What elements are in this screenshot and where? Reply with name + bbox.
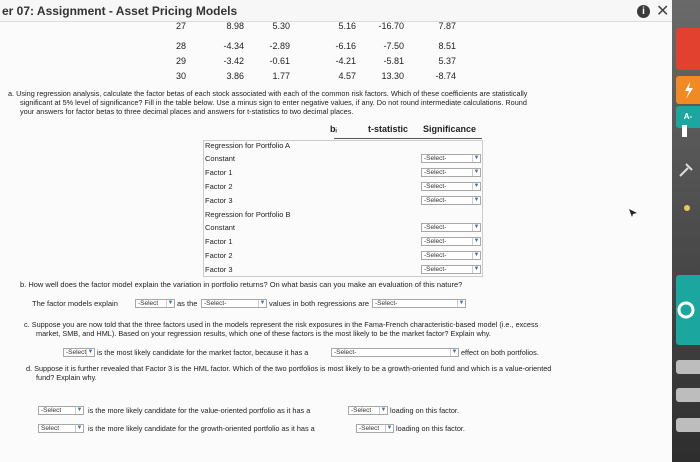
select-label: -Select [359,425,380,432]
select-label: -Select- [424,238,447,245]
cell: 4.57 [338,71,356,81]
part-c-line-2: market, SMB, and HML). Based on your regression results, which one of these factors is the most likely to be the market factor? Explain why. [36,329,491,338]
book-icon [680,124,698,138]
cursor-icon [628,208,638,218]
value-portfolio-select[interactable] [38,406,84,415]
cell: 8.98 [226,21,244,31]
chevron-down-icon: ▼ [76,425,83,431]
significance-select[interactable] [421,237,481,246]
cell: -2.89 [269,41,290,51]
select-label: -Select- [424,183,447,190]
part-c-line-1: c. Suppose you are now told that the three factors used in the models represent the risk exposures in the Fama-French characteristic-based model (i.e., excess [24,320,539,329]
chevron-down-icon: ▼ [386,425,393,431]
cell: 1.77 [272,71,290,81]
tools-icon [678,162,698,178]
cell: 8.51 [438,41,456,51]
col-header-t-statistic: t-statistic [368,124,409,134]
chevron-down-icon: ▼ [473,197,480,203]
cell: 7.87 [438,21,456,31]
explain-select[interactable] [135,299,175,308]
info-icon[interactable]: i [637,5,650,18]
row-label-portfolio-b: Regression for Portfolio B [205,210,291,219]
market-factor-select[interactable] [63,348,95,357]
significance-select[interactable] [421,223,481,232]
cell: 30 [175,71,186,81]
chevron-down-icon: ▼ [473,155,480,161]
cell: 28 [175,41,186,51]
sparkle-icon [677,198,697,218]
significance-select[interactable] [421,168,481,177]
significance-select[interactable] [421,251,481,260]
select-label: -Select- [424,252,447,259]
part-d-text-4: loading on this factor. [396,424,465,433]
chevron-down-icon: ▼ [451,349,458,355]
col-header-significance: Significance [423,124,477,134]
select-label: -Select [138,300,159,307]
part-d-text-3: is the more likely candidate for the growth-oriented portfolio as it has a [88,424,315,433]
cell: -4.21 [335,56,356,66]
chevron-down-icon: ▼ [473,266,480,272]
chevron-down-icon: ▼ [259,300,266,306]
col-header-beta: bᵢ [330,124,337,134]
progress-ring-icon [676,300,696,320]
growth-portfolio-select[interactable] [38,424,84,433]
significance-select[interactable] [421,182,481,191]
part-d-text-2: loading on this factor. [390,406,459,415]
cell: 5.16 [338,21,356,31]
chevron-down-icon: ▼ [167,300,174,306]
cell: -5.81 [383,56,404,66]
cell: 5.30 [272,21,290,31]
chevron-down-icon: ▼ [76,407,83,413]
part-d-line-2: fund? Explain why. [36,373,97,382]
chevron-down-icon: ▼ [458,300,465,306]
chevron-down-icon: ▼ [473,183,480,189]
cell: -16.70 [378,21,404,31]
header-divider [334,138,482,139]
select-label: -Select- [334,349,357,356]
cell: 13.30 [381,71,404,81]
cell: -6.16 [335,41,356,51]
row-label: Constant [205,223,236,232]
part-b-text-1: The factor models explain [32,299,118,308]
side-tab-red[interactable] [676,28,700,70]
close-icon[interactable]: ✕ [656,3,670,20]
part-c-text-2: effect on both portfolios. [461,348,539,357]
side-tab-gray-1[interactable] [676,360,700,374]
cell: 3.86 [226,71,244,81]
cell: 29 [175,56,186,66]
side-panel [672,0,700,462]
chevron-down-icon: ▼ [380,407,387,413]
select-label: -Select- [424,155,447,162]
row-label: Factor 2 [205,251,233,260]
row-label: Factor 3 [205,196,233,205]
part-a-line-3: your answers for factor betas to three decimal places and answers for t-statistics to two decimal places. [20,107,354,116]
select-label: -Select- [424,266,447,273]
part-b-question: b. How well does the factor model explain the variation in portfolio returns? On what basis can you make an evaluation of this nature? [20,280,463,289]
main-content [0,22,672,462]
part-d-text-1: is the more likely candidate for the value-oriented portfolio as it has a [88,406,311,415]
part-d-line-1: d. Suppose it is further revealed that Factor 3 is the HML factor. Which of the two portfolios is most likely to be a growth-oriented fund and which is a value-oriented [26,364,552,373]
significance-select[interactable] [421,196,481,205]
cell: -8.74 [435,71,456,81]
select-label: -Select [41,407,62,414]
significance-select[interactable] [421,265,481,274]
chevron-down-icon: ▼ [87,349,94,355]
cell: -3.42 [223,56,244,66]
accessibility-label: A- [683,112,693,121]
part-c-text-1: is the most likely candidate for the market factor, because it has a [97,348,309,357]
select-label: -Select [66,349,87,356]
title-bar [0,0,672,22]
part-b-text-2: as the [177,299,198,308]
select-label: -Select- [424,224,447,231]
value-loading-select[interactable] [348,406,388,415]
side-tab-orange[interactable] [676,76,700,104]
row-label: Factor 1 [205,237,233,246]
growth-loading-select[interactable] [356,424,394,433]
row-label: Constant [205,154,236,163]
cell: -7.50 [383,41,404,51]
part-a-line-1: a. Using regression analysis, calculate the factor betas of each stock associated with each of the common risk factors. Which of these coefficients are statistically [8,89,528,98]
row-label-portfolio-a: Regression for Portfolio A [205,141,291,150]
significance-select[interactable] [421,154,481,163]
chevron-down-icon: ▼ [473,169,480,175]
row-label: Factor 3 [205,265,233,274]
cell: 27 [175,21,186,31]
cell: -4.34 [223,41,244,51]
row-label: Factor 1 [205,168,233,177]
side-tab-gray-3[interactable] [676,418,700,432]
part-b-text-3: values in both regressions are [269,299,370,308]
chevron-down-icon: ▼ [473,224,480,230]
side-tab-gray-2[interactable] [676,388,700,402]
lightning-icon [676,76,700,104]
cell: -0.61 [269,56,290,66]
window-title: er 07: Assignment - Asset Pricing Models [2,4,238,18]
part-a-line-2: significant at 5% level of significance? Fill in the table below. Use a minus sign to enter negative values, if any. Do not round intermediate calculations. Round [20,98,527,107]
chevron-down-icon: ▼ [473,252,480,258]
row-label: Factor 2 [205,182,233,191]
select-label: -Select- [424,169,447,176]
select-label: -Select- [424,197,447,204]
chevron-down-icon: ▼ [473,238,480,244]
regression-values-select[interactable] [372,299,466,308]
select-label: -Select- [375,300,398,307]
statistic-select[interactable] [201,299,267,308]
cell: 5.37 [438,56,456,66]
select-label: Select [41,425,60,432]
select-label: -Select- [204,300,227,307]
effect-select[interactable] [331,348,459,357]
select-label: -Select [351,407,372,414]
